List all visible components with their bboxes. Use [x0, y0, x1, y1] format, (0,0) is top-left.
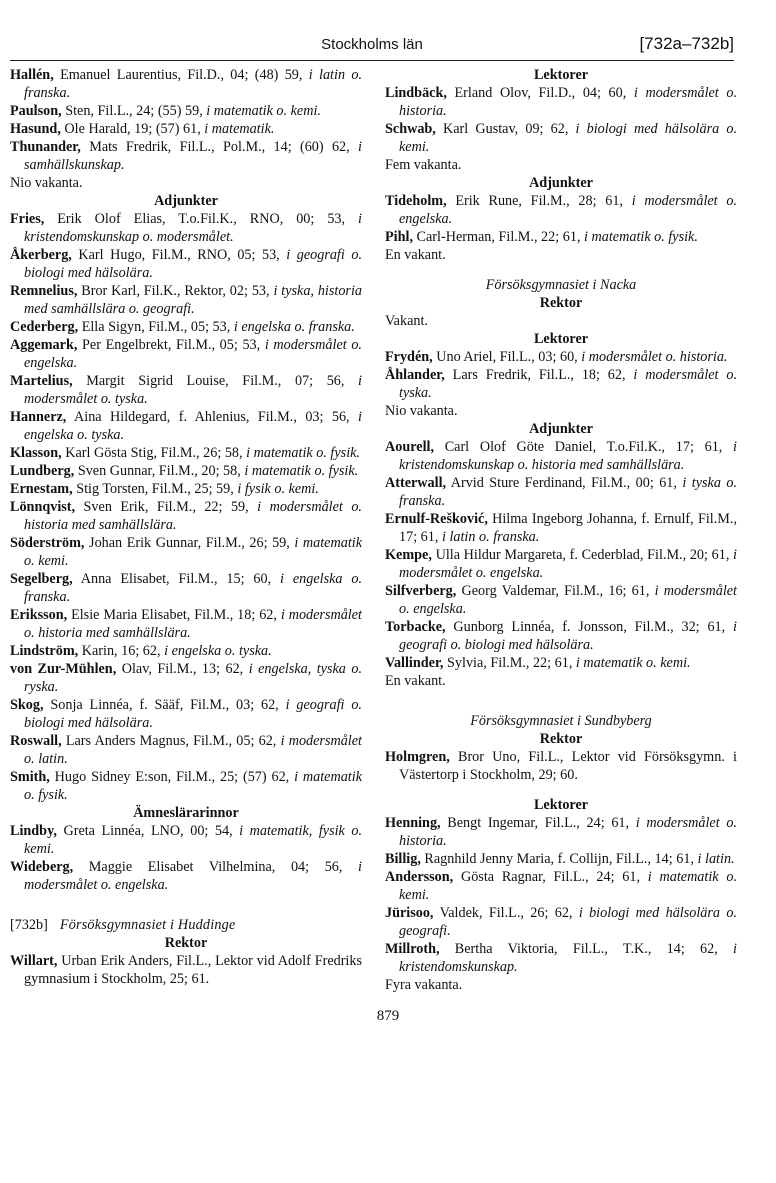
staff-subjects: i modersmålet o. historia. [399, 815, 737, 849]
staff-subjects: i latin o. franska. [441, 529, 540, 545]
staff-entry [385, 228, 737, 246]
staff-subjects: i engelska o. franska. [24, 571, 363, 605]
staff-entry [385, 192, 737, 228]
staff-details: Bror Uno, Fil.L., Lektor vid Försöksgymn. i Västertorp i Stockholm, 29; 60. [399, 749, 737, 783]
left-column [10, 66, 362, 988]
staff-subjects: i engelska o. franska. [233, 319, 355, 335]
staff-details: Lars Fredrik, Fil.L., 18; 62, [444, 367, 634, 383]
left-adjunkter-list [10, 210, 362, 804]
school-name-nacka: Försöksgymnasiet i Nacka [485, 277, 637, 293]
staff-name: Willart, [10, 953, 58, 969]
staff-entry [10, 952, 362, 988]
staff-name: Torbacke, [385, 619, 446, 635]
staff-subjects: i kristendomskunskap o. modersmålet. [24, 211, 362, 245]
staff-entry [10, 138, 362, 174]
staff-details: Emanuel Laurentius, Fil.D., 04; (48) 59, [53, 67, 309, 83]
section-number: [732b] [10, 917, 48, 933]
staff-name: Billig, [385, 851, 421, 867]
vacancy-note: Fyra vakanta. [385, 977, 463, 993]
rektor-vacant: Vakant. [385, 313, 428, 329]
nacka-adjunkter-list [385, 438, 737, 672]
staff-details: Sylvia, Fil.M., 22; 61, [443, 655, 576, 671]
staff-details: Gösta Ragnar, Fil.L., 24; 61, [453, 869, 648, 885]
staff-name: Åhlander, [385, 367, 445, 383]
staff-entry [10, 120, 362, 138]
section-heading-rektor: Rektor [164, 935, 208, 951]
staff-subjects: i matematik o. kemi. [399, 869, 737, 903]
staff-name: Andersson, [385, 869, 454, 885]
staff-entry [385, 850, 737, 868]
section-heading-rektor: Rektor [539, 295, 583, 311]
staff-subjects: i matematik o. fysik. [244, 463, 359, 479]
staff-details: Hilma Ingeborg Johanna, f. Ernulf, Fil.M., 17; 61, [399, 511, 737, 545]
staff-details: Urban Erik Anders, Fil.L., Lektor vid Adolf Fredriks gymnasium i Stockholm, 25; 61. [24, 953, 362, 987]
staff-subjects: i modersmålet o. historia. [581, 349, 728, 365]
header-page-range: [732a–732b] [639, 34, 734, 53]
staff-entry [10, 498, 362, 534]
staff-name: Silfverberg, [385, 583, 457, 599]
staff-entry [385, 474, 737, 510]
page-number: 879 [376, 1008, 400, 1024]
left-amnes-list [10, 822, 362, 894]
staff-details: Erland Olov, Fil.D., 04; 60, [446, 85, 634, 101]
staff-subjects: i matematik, fysik o. kemi. [24, 823, 363, 857]
staff-name: Söderström, [10, 535, 85, 551]
staff-details: Anna Elisabet, Fil.M., 15; 60, [72, 571, 281, 587]
staff-name: Hasund, [10, 121, 61, 137]
nacka-lektorer-list [385, 348, 737, 402]
staff-subjects: i latin o. franska. [24, 67, 362, 101]
staff-entry [10, 768, 362, 804]
staff-entry [10, 102, 362, 120]
staff-name: Jürisoo, [385, 905, 434, 921]
staff-subjects: i engelska o. tyska. [164, 643, 272, 659]
staff-entry [10, 336, 362, 372]
staff-entry [10, 858, 362, 894]
staff-details: Elsie Maria Elisabet, Fil.M., 18; 62, [67, 607, 281, 623]
staff-entry [10, 210, 362, 246]
staff-subjects: i geografi o. biologi med hälsolära. [24, 247, 362, 281]
staff-subjects: i fysik o. kemi. [237, 481, 319, 497]
staff-entry [385, 814, 737, 850]
staff-name: Aggemark, [10, 337, 78, 353]
staff-entry [385, 940, 737, 976]
staff-details: Ulla Hildur Margareta, f. Cederblad, Fil.M., 20; 61, [431, 547, 734, 563]
staff-name: Lindby, [10, 823, 57, 839]
staff-subjects: i modersmålet o. engelska. [399, 583, 737, 617]
staff-details: Georg Valdemar, Fil.M., 16; 61, [456, 583, 655, 599]
staff-name: Lindbäck, [385, 85, 447, 101]
header-title: Stockholms län [321, 36, 423, 53]
staff-name: Thunander, [10, 139, 81, 155]
staff-name: Ernestam, [10, 481, 73, 497]
sundbyberg-rektor-entry [385, 748, 737, 784]
staff-name: Pihl, [385, 229, 413, 245]
staff-name: Tideholm, [385, 193, 447, 209]
school-name-huddinge: Försöksgymnasiet i Huddinge [59, 917, 236, 933]
staff-subjects: i samhällskunskap. [24, 139, 362, 173]
staff-details: Carl Olof Göte Daniel, T.o.Fil.K., 17; 61, [434, 439, 734, 455]
staff-details: Sven Erik, Fil.M., 22; 59, [75, 499, 258, 515]
staff-name: Smith, [10, 769, 50, 785]
staff-subjects: i biologi med hälsolära o. kemi. [399, 121, 737, 155]
staff-subjects: i geografi o. biologi med hälsolära. [24, 697, 362, 731]
staff-entry [385, 654, 737, 672]
staff-name: Segelberg, [10, 571, 73, 587]
staff-entry [10, 282, 362, 318]
staff-details: Lars Anders Magnus, Fil.M., 05; 62, [61, 733, 281, 749]
staff-entry [10, 660, 362, 696]
staff-subjects: i modersmålet o. historia. [399, 85, 737, 119]
section-title-huddinge [10, 916, 362, 934]
running-header [10, 36, 734, 61]
staff-details: Ella Sigyn, Fil.M., 05; 53, [78, 319, 234, 335]
staff-name: Lundberg, [10, 463, 75, 479]
staff-entry [385, 510, 737, 546]
staff-details: Sonja Linnéa, f. Sääf, Fil.M., 03; 62, [43, 697, 286, 713]
staff-name: Holmgren, [385, 749, 450, 765]
staff-entry [385, 748, 737, 784]
staff-entry [385, 868, 737, 904]
staff-name: Hallén, [10, 67, 54, 83]
staff-details: Stig Torsten, Fil.M., 25; 59, [72, 481, 238, 497]
staff-entry [10, 408, 362, 444]
staff-name: Schwab, [385, 121, 436, 137]
staff-name: Frydén, [385, 349, 433, 365]
staff-details: Hugo Sidney E:son, Fil.M., 25; (57) 62, [49, 769, 295, 785]
staff-details: Carl-Herman, Fil.M., 22; 61, [413, 229, 585, 245]
staff-name: Millroth, [385, 941, 440, 957]
staff-details: Mats Fredrik, Fil.L., Pol.M., 14; (60) 62, [80, 139, 359, 155]
staff-name: Remnelius, [10, 283, 78, 299]
left-top-entries [10, 66, 362, 174]
staff-entry [10, 822, 362, 858]
staff-subjects: i tyska o. franska. [399, 475, 738, 509]
left-rektor-entry [10, 952, 362, 988]
staff-entry [385, 366, 737, 402]
staff-entry [385, 546, 737, 582]
staff-name: Eriksson, [10, 607, 68, 623]
staff-details: Valdek, Fil.L., 26; 62, [433, 905, 579, 921]
staff-entry [385, 618, 737, 654]
staff-name: Lönnqvist, [10, 499, 76, 515]
right-column [385, 66, 737, 994]
staff-entry [10, 372, 362, 408]
staff-name: Kempe, [385, 547, 432, 563]
staff-details: Sven Gunnar, Fil.M., 20; 58, [74, 463, 245, 479]
staff-name: Klasson, [10, 445, 62, 461]
staff-name: Aourell, [385, 439, 434, 455]
staff-name: Hannerz, [10, 409, 67, 425]
right-adjunkter-list [385, 192, 737, 246]
staff-entry [10, 246, 362, 282]
staff-details: Arvid Sture Ferdinand, Fil.M., 00; 61, [446, 475, 683, 491]
staff-name: Åkerberg, [10, 247, 72, 263]
staff-details: Maggie Elisabet Vilhelmina, 04; 56, [73, 859, 359, 875]
staff-name: Fries, [10, 211, 45, 227]
staff-subjects: i matematik o. fysik. [246, 445, 360, 461]
staff-name: Lindström, [10, 643, 79, 659]
staff-entry [10, 66, 362, 102]
staff-details: Bengt Ingemar, Fil.L., 24; 61, [440, 815, 636, 831]
staff-details: Gunborg Linnéa, f. Jonsson, Fil.M., 32; 61, [445, 619, 734, 635]
staff-name: Paulson, [10, 103, 62, 119]
staff-details: Karl Hugo, Fil.M., RNO, 05; 53, [71, 247, 287, 263]
vacancy-note: Nio vakanta. [10, 175, 83, 191]
staff-subjects: i latin. [697, 851, 735, 867]
staff-subjects: i modersmålet o. engelska. [24, 337, 362, 371]
staff-entry [385, 120, 737, 156]
staff-entry [10, 606, 362, 642]
staff-details: Aina Hildegard, f. Ahlenius, Fil.M., 03; 56, [66, 409, 359, 425]
staff-name: Cederberg, [10, 319, 79, 335]
staff-name: Ernulf-Rešković, [385, 511, 488, 527]
staff-entry [385, 582, 737, 618]
staff-subjects: i modersmålet o. tyska. [24, 373, 362, 407]
staff-name: Skog, [10, 697, 44, 713]
staff-details: Ole Harald, 19; (57) 61, [60, 121, 205, 137]
school-name-sundbyberg: Försöksgymnasiet i Sundbyberg [470, 713, 652, 729]
staff-details: Bertha Viktoria, Fil.L., T.K., 14; 62, [439, 941, 734, 957]
staff-entry [385, 348, 737, 366]
staff-entry [10, 462, 362, 480]
staff-details: Per Engelbrekt, Fil.M., 05; 53, [77, 337, 265, 353]
section-heading-amneslararinnor: Ämneslärarinnor [133, 805, 239, 821]
section-heading-lektorer: Lektorer [533, 67, 589, 83]
section-heading-adjunkter: Adjunkter [154, 193, 218, 209]
staff-subjects: i matematik. [204, 121, 275, 137]
staff-subjects: i geografi o. biologi med hälsolära. [399, 619, 737, 653]
staff-name: Atterwall, [385, 475, 447, 491]
staff-subjects: i modersmålet o. latin. [24, 733, 362, 767]
staff-subjects: i modersmålet o. engelska. [399, 193, 737, 227]
staff-name: Martelius, [10, 373, 73, 389]
staff-details: Margit Sigrid Louise, Fil.M., 07; 56, [72, 373, 359, 389]
staff-details: Karl Gösta Stig, Fil.M., 26; 58, [61, 445, 247, 461]
staff-details: Uno Ariel, Fil.L., 03; 60, [432, 349, 582, 365]
vacancy-note: Nio vakanta. [385, 403, 458, 419]
staff-entry [385, 84, 737, 120]
staff-name: Roswall, [10, 733, 62, 749]
vacancy-note: Fem vakanta. [385, 157, 462, 173]
staff-subjects: i kristendomskunskap. [399, 941, 737, 975]
right-lektorer-list [385, 84, 737, 156]
staff-entry [10, 480, 362, 498]
section-heading-adjunkter: Adjunkter [529, 175, 593, 191]
section-heading-rektor: Rektor [539, 731, 583, 747]
staff-subjects: i matematik o. kemi. [206, 103, 321, 119]
staff-entry [385, 904, 737, 940]
staff-details: Karl Gustav, 09; 62, [435, 121, 576, 137]
vacancy-note: En vakant. [385, 247, 446, 263]
staff-entry [10, 642, 362, 660]
staff-subjects: i kristendomskunskap o. historia med samhällslära. [399, 439, 737, 473]
section-heading-adjunkter: Adjunkter [529, 421, 593, 437]
staff-subjects: i engelska, tyska o. ryska. [24, 661, 362, 695]
staff-subjects: i matematik o. fysik. [24, 769, 362, 803]
staff-entry [10, 732, 362, 768]
staff-subjects: i matematik o. kemi. [575, 655, 691, 671]
staff-entry [10, 318, 362, 336]
staff-subjects: i engelska o. tyska. [24, 409, 362, 443]
staff-details: Sten, Fil.L., 24; (55) 59, [61, 103, 207, 119]
staff-entry [10, 444, 362, 462]
staff-name: von Zur-Mühlen, [10, 661, 117, 677]
staff-details: Erik Rune, Fil.M., 28; 61, [446, 193, 632, 209]
staff-subjects: i biologi med hälsolära o. geografi. [399, 905, 737, 939]
section-heading-lektorer: Lektorer [533, 331, 589, 347]
staff-subjects: i modersmålet o. engelska. [399, 547, 737, 581]
vacancy-note: En vakant. [385, 673, 446, 689]
staff-subjects: i matematik o. fysik. [584, 229, 698, 245]
staff-entry [10, 534, 362, 570]
staff-details: Bror Karl, Fil.K., Rektor, 02; 53, [77, 283, 274, 299]
staff-name: Vallinder, [385, 655, 444, 671]
staff-subjects: i matematik o. kemi. [24, 535, 362, 569]
staff-subjects: i modersmålet o. tyska. [399, 367, 737, 401]
sundbyberg-lektorer-list [385, 814, 737, 976]
staff-details: Karin, 16; 62, [78, 643, 165, 659]
staff-details: Johan Erik Gunnar, Fil.M., 26; 59, [84, 535, 295, 551]
staff-details: Greta Linnéa, LNO, 00; 54, [56, 823, 240, 839]
staff-subjects: i modersmålet o. historia med samhällslära. [24, 499, 362, 533]
staff-entry [385, 438, 737, 474]
staff-subjects: i modersmålet o. engelska. [24, 859, 362, 893]
staff-details: Olav, Fil.M., 13; 62, [116, 661, 249, 677]
staff-details: Erik Olof Elias, T.o.Fil.K., RNO, 00; 53, [44, 211, 359, 227]
staff-name: Henning, [385, 815, 441, 831]
staff-details: Ragnhild Jenny Maria, f. Collijn, Fil.L., 14; 61, [420, 851, 698, 867]
staff-subjects: i modersmålet o. historia med samhällslära. [24, 607, 362, 641]
section-heading-lektorer: Lektorer [533, 797, 589, 813]
staff-entry [10, 570, 362, 606]
staff-subjects: i tyska, historia med samhällslära o. geografi. [24, 283, 362, 317]
staff-name: Wideberg, [10, 859, 74, 875]
staff-entry [10, 696, 362, 732]
